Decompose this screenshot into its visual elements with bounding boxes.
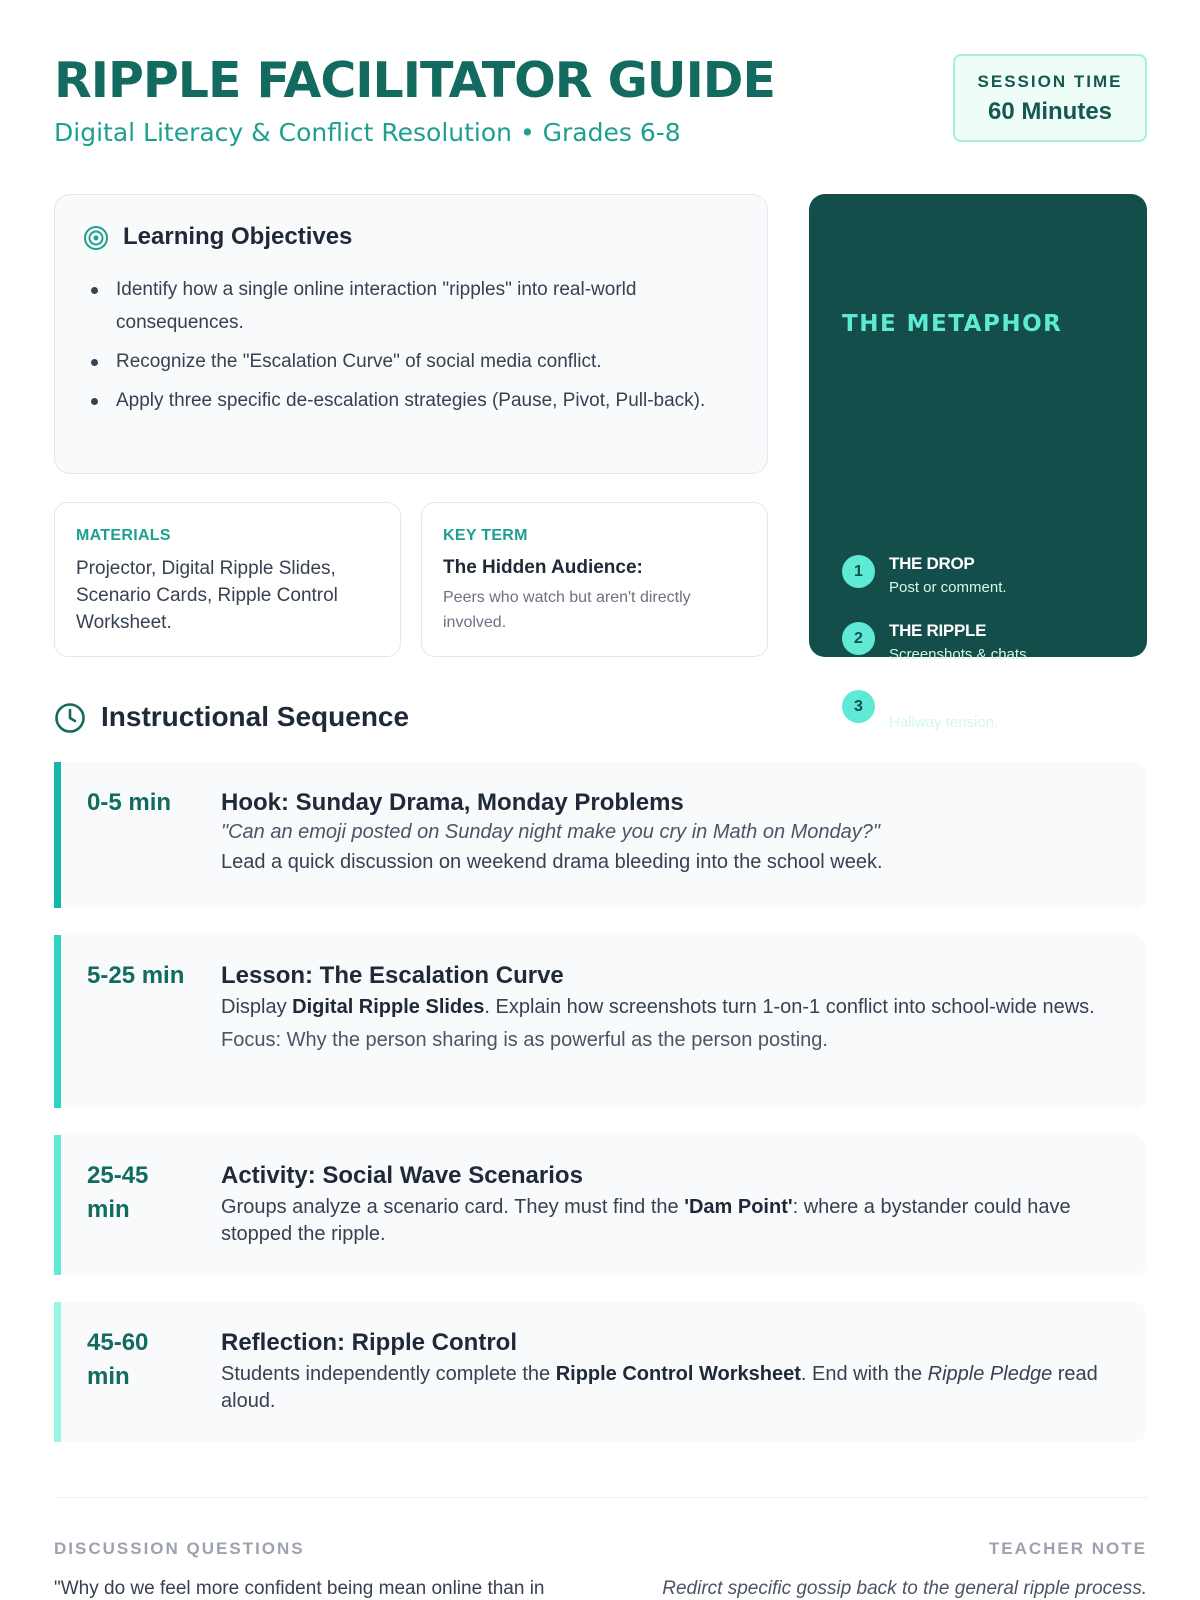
- target-icon: [83, 225, 109, 251]
- sequence-title: Hook: Sunday Drama, Monday Problems: [221, 789, 684, 816]
- sequence-description: Display Digital Ripple Slides. Explain how screenshots turn 1-on-1 conflict into school-wide news.: [221, 996, 1095, 1018]
- objective-item: Identify how a single online interaction "ripples" into real-world consequences.: [89, 273, 739, 339]
- page-subtitle: Digital Literacy & Conflict Resolution • Grades 6-8: [54, 118, 681, 147]
- sequence-time: 45-60 min: [87, 1329, 149, 1390]
- step-title: THE IMPACT: [889, 689, 989, 708]
- footer-divider: [54, 1497, 1147, 1498]
- sequence-title: Reflection: Ripple Control: [221, 1329, 517, 1356]
- objectives-list: [89, 273, 739, 423]
- session-time-badge: [953, 54, 1147, 142]
- sequence-time: 25-45 min: [87, 1162, 149, 1223]
- materials-text: Projector, Digital Ripple Slides, Scenario Cards, Ripple Control Worksheet.: [76, 558, 338, 633]
- teacher-note: Redirct specific gossip back to the general ripple process.: [662, 1578, 1147, 1599]
- discussion-questions-label: DISCUSSION QUESTIONS: [54, 1539, 305, 1558]
- clock-icon: [54, 702, 86, 734]
- key-term-definition: Peers who watch but aren't directly involved.: [443, 589, 691, 631]
- sequence-description: Groups analyze a scenario card. They must find the 'Dam Point': where a bystander could have stopped the ripple.: [221, 1196, 1071, 1245]
- sequence-content: [221, 1328, 1107, 1415]
- sequence-title: Lesson: The Escalation Curve: [221, 962, 564, 989]
- materials-label: MATERIALS: [76, 527, 171, 544]
- step-description: Screenshots & chats.: [889, 646, 1031, 663]
- sequence-content: [221, 1161, 1107, 1248]
- metaphor-card: [809, 194, 1147, 731]
- key-term-card: [421, 502, 768, 657]
- sequence-step-activity: [54, 1135, 1147, 1275]
- objective-item: Apply three specific de-escalation strategies (Pause, Pivot, Pull-back).: [89, 384, 739, 417]
- step-number-badge: 3: [842, 690, 875, 723]
- sequence-step-lesson: [54, 935, 1147, 1108]
- key-term-label: KEY TERM: [443, 527, 528, 544]
- sequence-content: [221, 961, 1107, 1054]
- objective-item: Recognize the "Escalation Curve" of social media conflict.: [89, 345, 739, 378]
- learning-objectives-title: Learning Objectives: [123, 223, 353, 250]
- sequence-accent-bar: [54, 762, 61, 908]
- sequence-accent-bar: [54, 1302, 61, 1442]
- step-number-badge: 1: [842, 555, 875, 588]
- sequence-focus: Focus: Why the person sharing is as powerful as the person posting.: [221, 1029, 828, 1051]
- step-title: THE DROP: [889, 554, 975, 573]
- sequence-title: Activity: Social Wave Scenarios: [221, 1162, 583, 1189]
- sequence-time: 5-25 min: [87, 962, 185, 989]
- metaphor-title: THE METAPHOR: [842, 311, 1063, 337]
- discussion-question: "Why do we feel more confident being mean online than in: [54, 1578, 545, 1599]
- materials-card: [54, 502, 401, 657]
- session-time-label: SESSION TIME: [977, 72, 1123, 91]
- page-title: RIPPLE FACILITATOR GUIDE: [54, 52, 775, 109]
- learning-objectives-card: [54, 194, 768, 474]
- instructional-sequence-title: Instructional Sequence: [101, 701, 410, 732]
- step-title: THE RIPPLE: [889, 621, 987, 640]
- sequence-accent-bar: [54, 935, 61, 1108]
- sequence-time: 0-5 min: [87, 789, 172, 816]
- teacher-note-label: TEACHER NOTE: [988, 1539, 1147, 1558]
- step-description: Hallway tension.: [889, 714, 999, 731]
- sequence-quote: "Can an emoji posted on Sunday night make you cry in Math on Monday?": [221, 821, 881, 843]
- step-number-badge: 2: [842, 622, 875, 655]
- session-time-value: 60 Minutes: [987, 98, 1113, 125]
- sequence-content: [221, 788, 1107, 876]
- key-term-name: The Hidden Audience:: [443, 557, 643, 578]
- sequence-step-hook: [54, 762, 1147, 908]
- sequence-description: Students independently complete the Ripple Control Worksheet. End with the Ripple Pledge read aloud.: [221, 1363, 1098, 1412]
- step-description: Post or comment.: [889, 579, 1007, 596]
- sequence-step-reflection: [54, 1302, 1147, 1442]
- sequence-description: Lead a quick discussion on weekend drama bleeding into the school week.: [221, 851, 883, 873]
- sequence-accent-bar: [54, 1135, 61, 1275]
- facilitator-guide-page: [54, 0, 1147, 1600]
